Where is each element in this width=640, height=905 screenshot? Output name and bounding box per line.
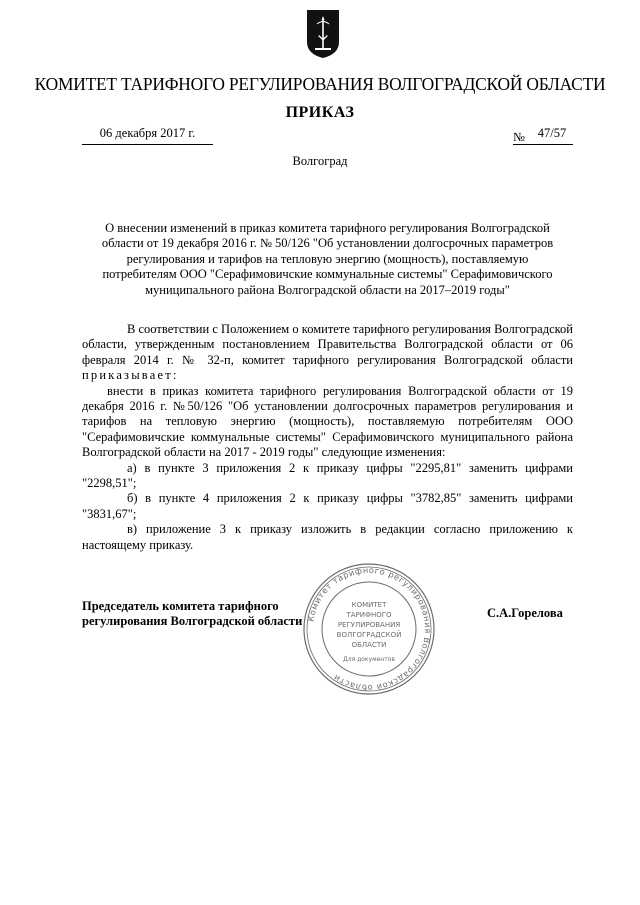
stamp-text: ВОЛГОГРАДСКОЙ [336, 631, 402, 639]
decree-word: приказывает [82, 368, 173, 383]
stamp-text: ОБЛАСТИ [351, 641, 387, 649]
signatory-position [82, 599, 302, 630]
signatory-name: С.А.Горелова [487, 606, 563, 620]
official-stamp [302, 562, 436, 696]
document-number: 47/57 [537, 126, 567, 140]
change-item-a: а) в пункте 3 приложения 2 к приказу цифры "2295,81" заменить цифрами "2298,51"; [82, 460, 573, 491]
organization-name: КОМИТЕТ ТАРИФНОГО РЕГУЛИРОВАНИЯ ВОЛГОГРАДСКОЙ ОБЛАСТИ [34, 74, 606, 94]
position-line: Председатель комитета тарифного [82, 599, 279, 613]
document-date: 06 декабря 2017 г. [99, 126, 196, 140]
preamble-text: В соответствии с Положением о комитете тарифного регулирования Волгоградской области, утвержденным постановлением Правительства Волгоградской области от 06 февраля 2014 г. № 32-п, комитет тарифного регулирования Волгоградской области [82, 322, 573, 367]
intro-paragraph: внести в приказ комитета тарифного регулирования Волгоградской области от 19 декабря 2016 г. №50/126 "Об установлении долгосрочных параметров регулирования и тарифов на тепловую энергию (мощность), поставляемую потребителям ООО "Серафимовичские коммунальные системы" Серафимовичского муниципального района Волгоградской области на 2017 - 2019 годы" следующие изменения: [82, 383, 573, 460]
number-label: № [513, 130, 525, 144]
preamble-paragraph [82, 322, 573, 384]
position-line: регулирования Волгоградской области [82, 614, 303, 629]
document-subject [82, 221, 573, 298]
change-item-b: б) в пункте 4 приложения 2 к приказу цифры "3782,85" заменить цифрами "3831,67"; [82, 491, 573, 521]
date-underline [82, 144, 213, 145]
subject-line: потребителям ООО "Серафимовичские коммунальные системы" Серафимовичского [102, 267, 553, 282]
document-body [82, 322, 573, 553]
stamp-text: РЕГУЛИРОВАНИЯ [337, 621, 401, 629]
subject-line: муниципального района Волгоградской области на 2017–2019 годы" [145, 282, 510, 297]
stamp-text: Для документов [343, 656, 395, 663]
decree-colon: : [172, 368, 177, 383]
stamp-text: КОМИТЕТ [351, 601, 387, 609]
change-item-c: в) приложение 3 к приказу изложить в редакции согласно приложению к настоящему приказу. [82, 522, 573, 552]
stamp-text: ТАРИФНОГО [346, 611, 392, 619]
subject-line: регулирования и тарифов на тепловую энергию (мощность), поставляемую [126, 251, 529, 266]
document-title: ПРИКАЗ [285, 104, 355, 121]
number-underline [513, 144, 573, 145]
subject-line: области от 19 декабря 2016 г. № 50/126 "Об установлении долгосрочных параметров [101, 236, 554, 251]
city: Волгоград [292, 154, 348, 168]
svg-text:Комитет тарифного регулировани: Комитет тарифного регулирования Волгоградской области [305, 564, 434, 694]
subject-line: О внесении изменений в приказ комитета тарифного регулирования Волгоградской [105, 221, 550, 235]
volgograd-emblem-icon [305, 8, 341, 60]
